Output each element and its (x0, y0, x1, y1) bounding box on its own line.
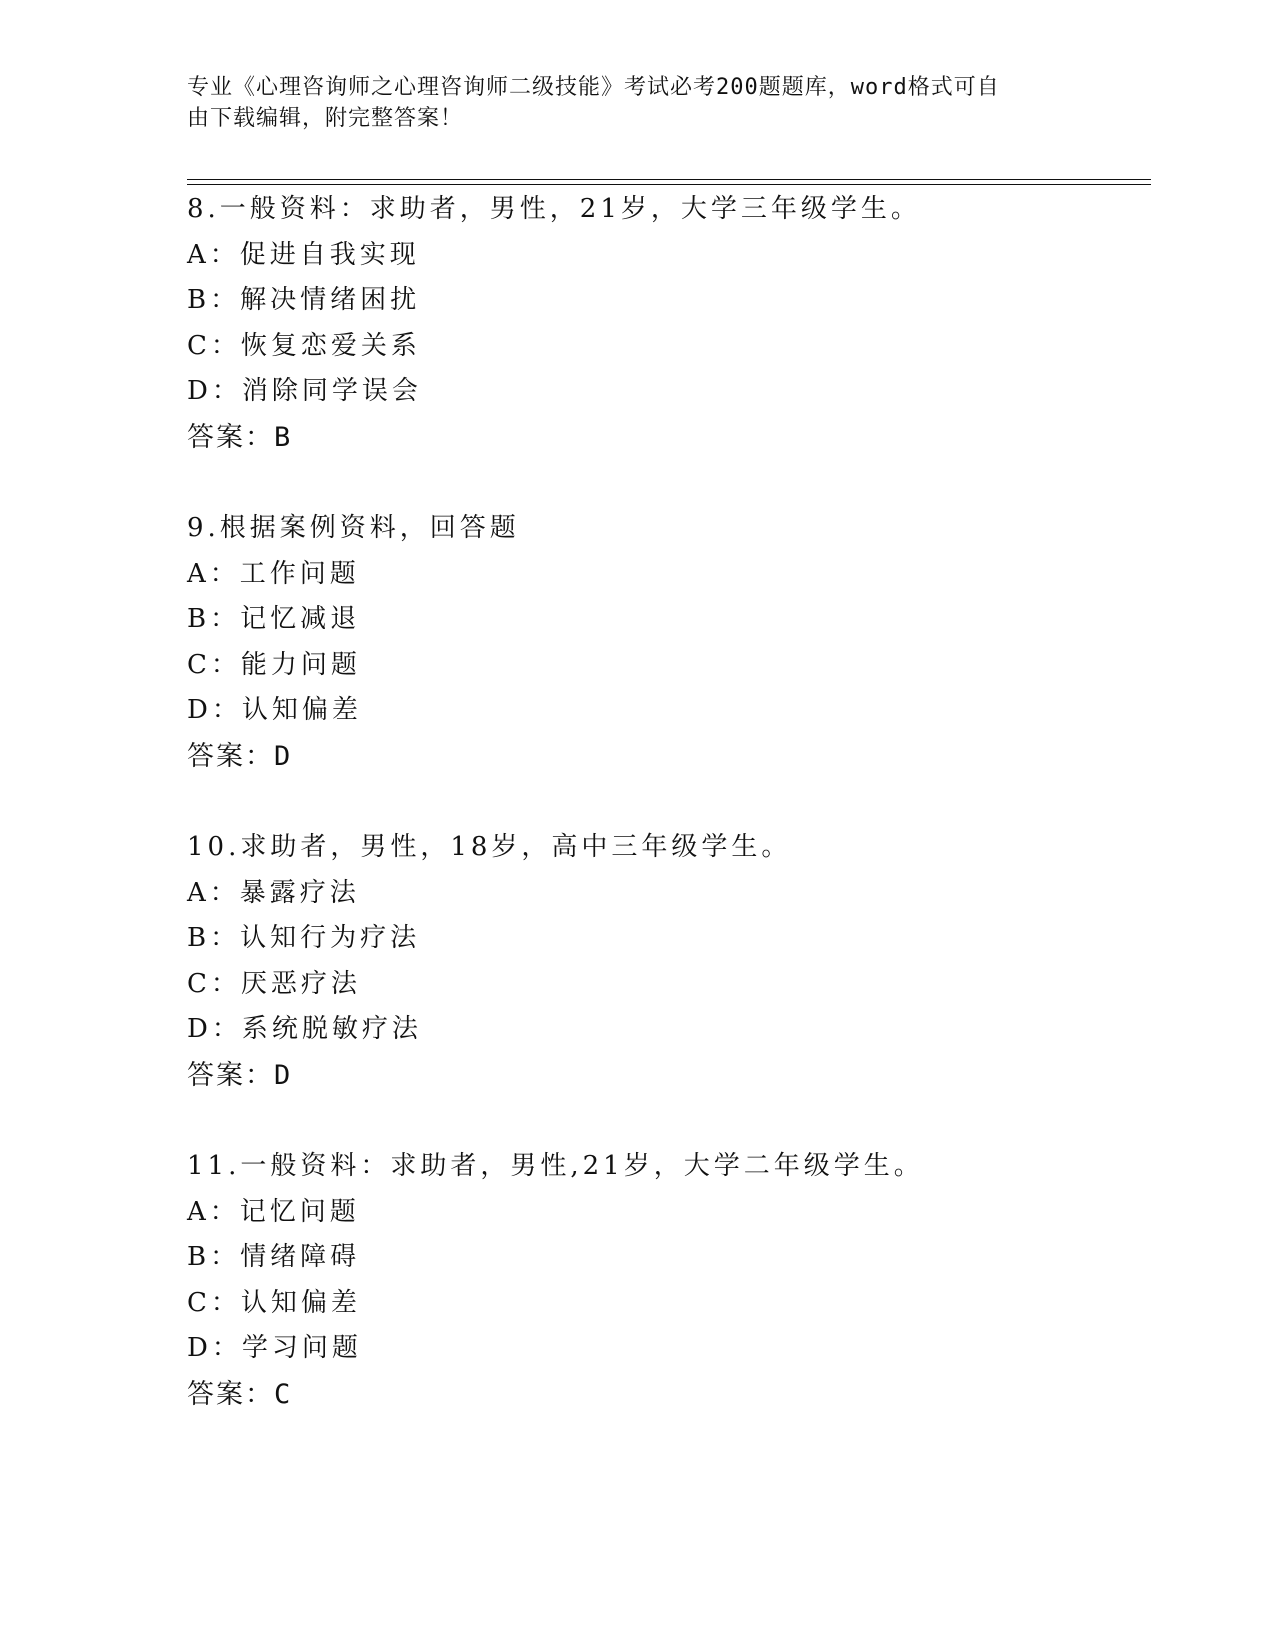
option-a: A：工作问题 (187, 558, 360, 589)
option-c: C：恢复恋爱关系 (187, 330, 421, 361)
document-header (187, 72, 1067, 134)
option-c: C：厌恶疗法 (187, 968, 361, 999)
option-a: A：暴露疗法 (187, 877, 360, 908)
option-c: C：认知偏差 (187, 1287, 361, 1318)
answer-line: 答案：D (187, 1059, 293, 1091)
option-a: A：促进自我实现 (187, 239, 420, 270)
question-list (187, 187, 1151, 1417)
answer-line: 答案：D (187, 740, 293, 772)
header-divider-top (187, 179, 1151, 180)
answer-line: 答案：B (187, 421, 293, 453)
option-d: D：认知偏差 (187, 695, 362, 725)
question-11 (187, 1144, 1151, 1417)
question-title: 9.根据案例资料，回答题 (187, 513, 520, 543)
question-8 (187, 187, 1151, 460)
option-d: D：消除同学误会 (187, 376, 422, 406)
option-d: D：学习问题 (187, 1333, 362, 1363)
header-line-1: 专业《心理咨询师之心理咨询师二级技能》考试必考200题题库，word格式可自 (187, 75, 1000, 100)
question-9 (187, 506, 1151, 779)
option-b: B：情绪障碍 (187, 1242, 361, 1272)
header-divider-bottom (187, 184, 1151, 185)
question-10 (187, 825, 1151, 1098)
question-title: 10.求助者，男性，18岁，高中三年级学生。 (187, 832, 792, 862)
option-b: B：解决情绪困扰 (187, 285, 421, 315)
question-title: 8.一般资料：求助者，男性，21岁，大学三年级学生。 (187, 194, 921, 224)
question-title: 11.一般资料：求助者，男性,21岁，大学二年级学生。 (187, 1151, 924, 1181)
option-c: C：能力问题 (187, 649, 361, 680)
answer-line: 答案：C (187, 1378, 293, 1410)
option-a: A：记忆问题 (187, 1196, 360, 1227)
header-line-2: 由下载编辑，附完整答案！ (187, 106, 464, 131)
option-b: B：记忆减退 (187, 604, 361, 634)
option-d: D：系统脱敏疗法 (187, 1014, 422, 1044)
option-b: B：认知行为疗法 (187, 923, 421, 953)
